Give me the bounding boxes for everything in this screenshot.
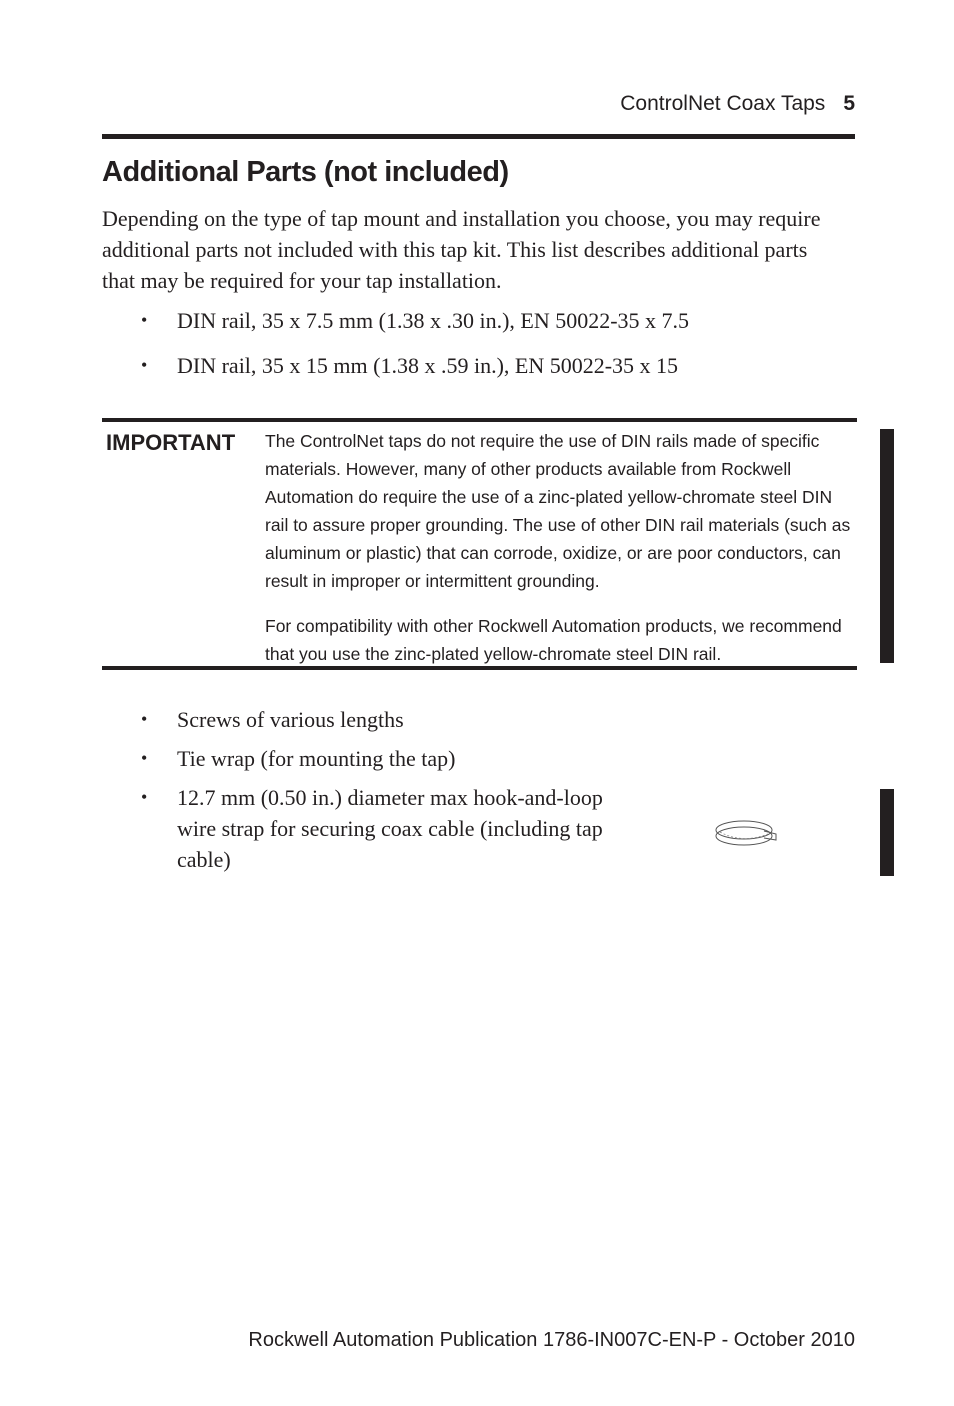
header-rule — [102, 134, 855, 139]
wire-strap-icon — [712, 814, 780, 854]
important-paragraph: For compatibility with other Rockwell Automation products, we recommend that you use the zinc-plated yellow-chromate steel DIN rail. — [265, 616, 842, 664]
important-paragraph: The ControlNet taps do not require the use of DIN rails made of specific materials. However, many of other products available from Rockwell Automation do require the use of a zinc-plated yellow-chromate steel DIN rail to assure proper grounding. The use of other DIN rail materials (such as aluminum or plastic) that can corrode, oxidize, or are poor conductors, can result in improper or intermittent grounding. — [265, 431, 851, 591]
page-footer: Rockwell Automation Publication 1786-IN007C-EN-P - October 2010 — [248, 1329, 855, 1351]
din-rail-list — [140, 305, 689, 395]
list-item: • DIN rail, 35 x 15 mm (1.38 x .59 in.), EN 50022-35 x 15 — [140, 350, 689, 381]
section-title: Additional Parts (not included) — [102, 156, 509, 188]
list-item: • Tie wrap (for mounting the tap) — [140, 743, 640, 774]
page-header — [102, 92, 855, 126]
page-number: 5 — [843, 92, 855, 115]
important-text — [265, 427, 853, 685]
other-parts-list — [140, 704, 640, 883]
header-title: ControlNet Coax Taps — [620, 92, 826, 115]
list-item: • 12.7 mm (0.50 in.) diameter max hook-and-loop wire strap for securing coax cable (including tap cable) — [140, 782, 640, 875]
edge-thumb-tab — [880, 789, 894, 876]
edge-thumb-tab — [880, 429, 894, 663]
list-item: • DIN rail, 35 x 7.5 mm (1.38 x .30 in.), EN 50022-35 x 7.5 — [140, 305, 689, 336]
list-item: • Screws of various lengths — [140, 704, 640, 735]
important-notice — [102, 418, 857, 670]
intro-paragraph: Depending on the type of tap mount and installation you choose, you may require additional parts not included with this tap kit. This list describes additional parts that may be required for your tap installation. — [102, 206, 821, 293]
important-label: IMPORTANT — [106, 430, 236, 455]
